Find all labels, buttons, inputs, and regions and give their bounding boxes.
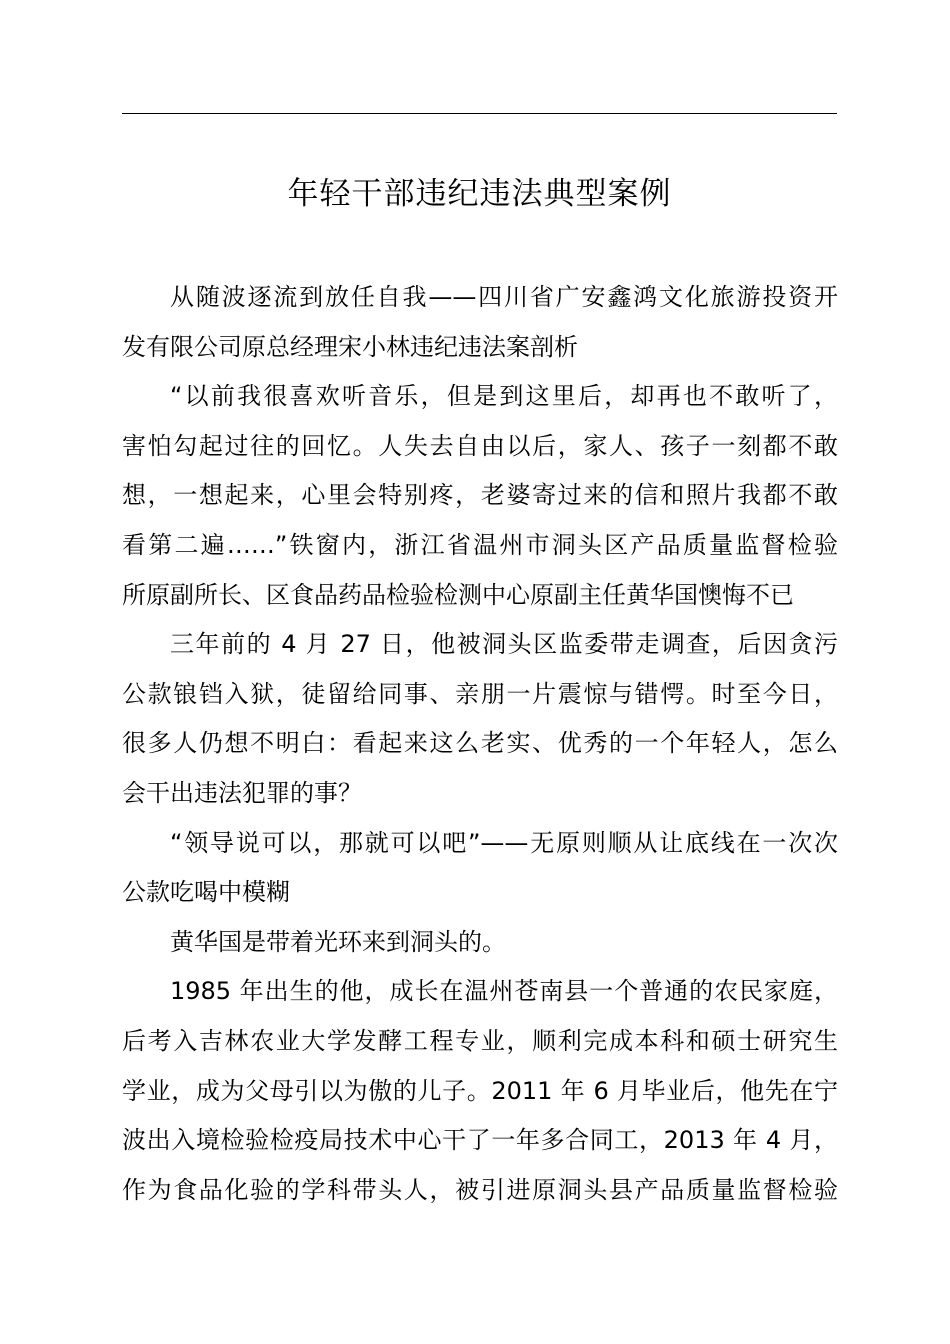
paragraph-investigation [122, 620, 838, 818]
paragraph-arrival [122, 918, 838, 968]
document-title: 年轻干部违纪违法典型案例 [287, 176, 672, 212]
paragraph-background [122, 967, 838, 1215]
header-rule [122, 113, 837, 114]
paragraph-line: 1985 年出生的他，成长在温州苍南县一个普通的农民家庭， [170, 977, 838, 1006]
paragraph-line: 作为食品化验的学科带头人，被引进原洞头县产品质量监督检验 [122, 1175, 838, 1204]
paragraph-line: 发有限公司原总经理宋小林违纪违法案剖析 [122, 332, 578, 361]
paragraph-line: 波出入境检验检疫局技术中心干了一年多合同工，2013 年 4 月， [122, 1126, 838, 1155]
paragraph-line: 学业，成为父母引以为傲的儿子。2011 年 6 月毕业后，他先在宁 [122, 1076, 838, 1105]
paragraph-line: 后考入吉林农业大学发酵工程专业，顺利完成本科和硕士研究生 [122, 1026, 838, 1055]
paragraph-line: 公款锒铛入狱，徒留给同事、亲朋一片震惊与错愕。时至今日， [122, 679, 838, 708]
paragraph-line: 害怕勾起过往的回忆。人失去自由以后，家人、孩子一刻都不敢 [122, 431, 838, 460]
paragraph-line: 很多人仍想不明白：看起来这么老实、优秀的一个年轻人，怎么 [122, 729, 838, 758]
paragraph-line: “以前我很喜欢听音乐，但是到这里后，却再也不敢听了， [170, 382, 838, 411]
paragraph-line: 公款吃喝中模糊 [122, 878, 290, 907]
paragraph-quote [122, 372, 838, 620]
paragraph-line: 黄华国是带着光环来到洞头的。 [170, 927, 506, 956]
paragraph-line: “领导说可以，那就可以吧”——无原则顺从让底线在一次次 [170, 828, 838, 857]
document-body [122, 273, 838, 1215]
paragraph-line: 从随波逐流到放任自我——四川省广安鑫鸿文化旅游投资开 [170, 283, 838, 311]
paragraph-line: 想，一想起来，心里会特别疼，老婆寄过来的信和照片我都不敢 [122, 481, 838, 510]
paragraph-line: 会干出违法犯罪的事？ [122, 778, 362, 807]
paragraph-line: 看第二遍……”铁窗内，浙江省温州市洞头区产品质量监督检验 [122, 530, 838, 559]
paragraph-line: 所原副所长、区食品药品检验检测中心原副主任黄华国懊悔不已 [122, 580, 794, 609]
paragraph-section-heading [122, 819, 838, 918]
paragraph-subtitle [122, 273, 838, 372]
paragraph-line: 三年前的 4 月 27 日，他被洞头区监委带走调查，后因贪污 [170, 630, 838, 659]
